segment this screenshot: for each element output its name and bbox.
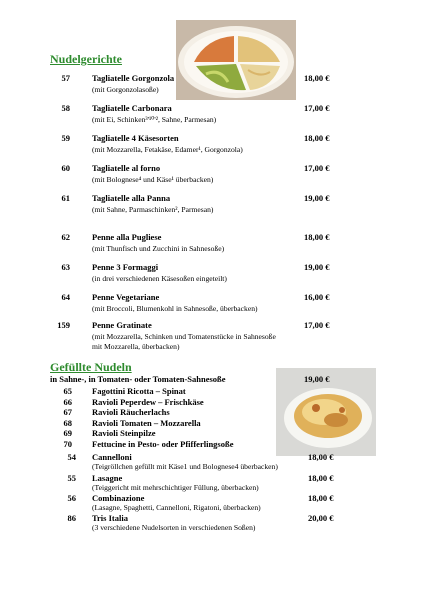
item-number: 58 <box>61 103 70 113</box>
item-description: (Lasagne, Spaghetti, Cannelloni, Rigatoni, überbacken) <box>92 503 261 512</box>
item-name: Tagliatelle al forno <box>92 163 161 173</box>
item-name: Fagottini Ricotta – Spinat <box>92 386 186 396</box>
item-price: 17,00 € <box>304 103 330 113</box>
item-name: Ravioli Tomaten – Mozzarella <box>92 417 201 428</box>
item-price: 18,00 € <box>308 473 334 483</box>
item-name: Tagliatelle 4 Käsesorten <box>92 133 179 143</box>
item-price: 19,00 € <box>304 193 330 203</box>
item-price: 20,00 € <box>308 513 334 523</box>
item-number: 69 <box>63 428 72 438</box>
item-number: 57 <box>61 73 70 83</box>
item-number: 70 <box>63 438 72 449</box>
gefuellt-price: 19,00 € <box>304 374 330 384</box>
item-name: Cannelloni <box>92 452 132 462</box>
item-name: Ravioli Räucherlachs <box>92 407 170 417</box>
item-number: 68 <box>63 417 72 428</box>
item-number: 64 <box>61 292 70 302</box>
item-name: Tris Italia <box>92 513 128 523</box>
item-description: (mit Gorgonzolasoße) <box>92 85 159 94</box>
item-number: 59 <box>61 133 70 143</box>
item-number: 62 <box>61 232 70 242</box>
item-number: 54 <box>67 452 76 462</box>
item-name: Tagliatelle Carbonara <box>92 103 172 113</box>
item-price: 19,00 € <box>304 262 330 272</box>
item-price: 18,00 € <box>304 133 330 143</box>
item-description: (mit Bolognese⁴ und Käse¹ überbacken) <box>92 175 214 184</box>
item-number: 61 <box>61 193 70 203</box>
item-description: (Teigröllchen gefüllt mit Käse1 und Bolognese4 überbacken) <box>92 462 278 471</box>
item-name: Tagliatelle Gorgonzola <box>92 73 175 83</box>
item-price: 18,00 € <box>308 493 334 503</box>
item-number: 65 <box>63 386 72 396</box>
item-description: (mit Mozzarella, Fetakäse, Edamer¹, Gorgonzola) <box>92 145 243 154</box>
pasta-plate-photo <box>176 20 296 100</box>
item-number: 67 <box>63 407 72 417</box>
item-price: 18,00 € <box>304 232 330 242</box>
section-title-gefuellte-nudeln: Gefüllte Nudeln <box>50 360 132 374</box>
item-price: 16,00 € <box>304 292 330 302</box>
item-price: 17,00 € <box>304 163 330 173</box>
item-number: 56 <box>67 493 76 503</box>
item-name: Combinazione <box>92 493 145 503</box>
item-price: 17,00 € <box>304 320 330 330</box>
item-description: (3 verschiedene Nudelsorten in verschiedenen Soßen) <box>92 523 256 532</box>
item-name: Tagliatelle alla Panna <box>92 193 171 203</box>
item-description: (mit Mozzarella, Schinken und Tomatenstücke in Sahnesoße <box>92 332 276 341</box>
item-name: Ravioli Steinpilze <box>92 428 156 438</box>
item-name: Penne 3 Formaggi <box>92 262 159 272</box>
section-title-nudelgerichte: Nudelgerichte <box>50 52 122 66</box>
item-description: (mit Broccoli, Blumenkohl in Sahnesoße, überbacken) <box>92 304 258 313</box>
item-number: 66 <box>63 396 72 407</box>
item-number: 63 <box>61 262 70 272</box>
item-number: 86 <box>67 513 76 523</box>
item-number: 60 <box>61 163 70 173</box>
item-description: (in drei verschiedenen Käsesoßen eingeteilt) <box>92 274 227 283</box>
item-name: Penne Gratinate <box>92 320 152 330</box>
item-description: (Teiggericht mit mehrschichtiger Füllung, überbacken) <box>92 483 259 492</box>
item-description: mit Mozzarella, überbacken) <box>92 342 180 351</box>
item-number: 159 <box>57 320 70 330</box>
item-price: 18,00 € <box>304 73 330 83</box>
item-number: 55 <box>67 473 76 483</box>
item-description: (mit Sahne, Parmaschinken², Parmesan) <box>92 205 214 214</box>
gefuellt-subtitle: in Sahne-, in Tomaten- oder Tomaten-Sahnesoße <box>50 374 226 384</box>
item-price: 18,00 € <box>308 452 334 462</box>
item-description: (mit Thunfisch und Zucchini in Sahnesoße) <box>92 244 225 253</box>
item-name: Penne alla Pugliese <box>92 232 162 242</box>
item-name: Fettucine in Pesto- oder Pfifferlingsoße <box>92 438 234 449</box>
item-name: Ravioli Peperdew – Frischkäse <box>92 396 204 407</box>
item-name: Lasagne <box>92 473 123 483</box>
item-name: Penne Vegetariane <box>92 292 160 302</box>
item-description: (mit Ei, Schinken³'¹⁰'², Sahne, Parmesan) <box>92 115 217 124</box>
